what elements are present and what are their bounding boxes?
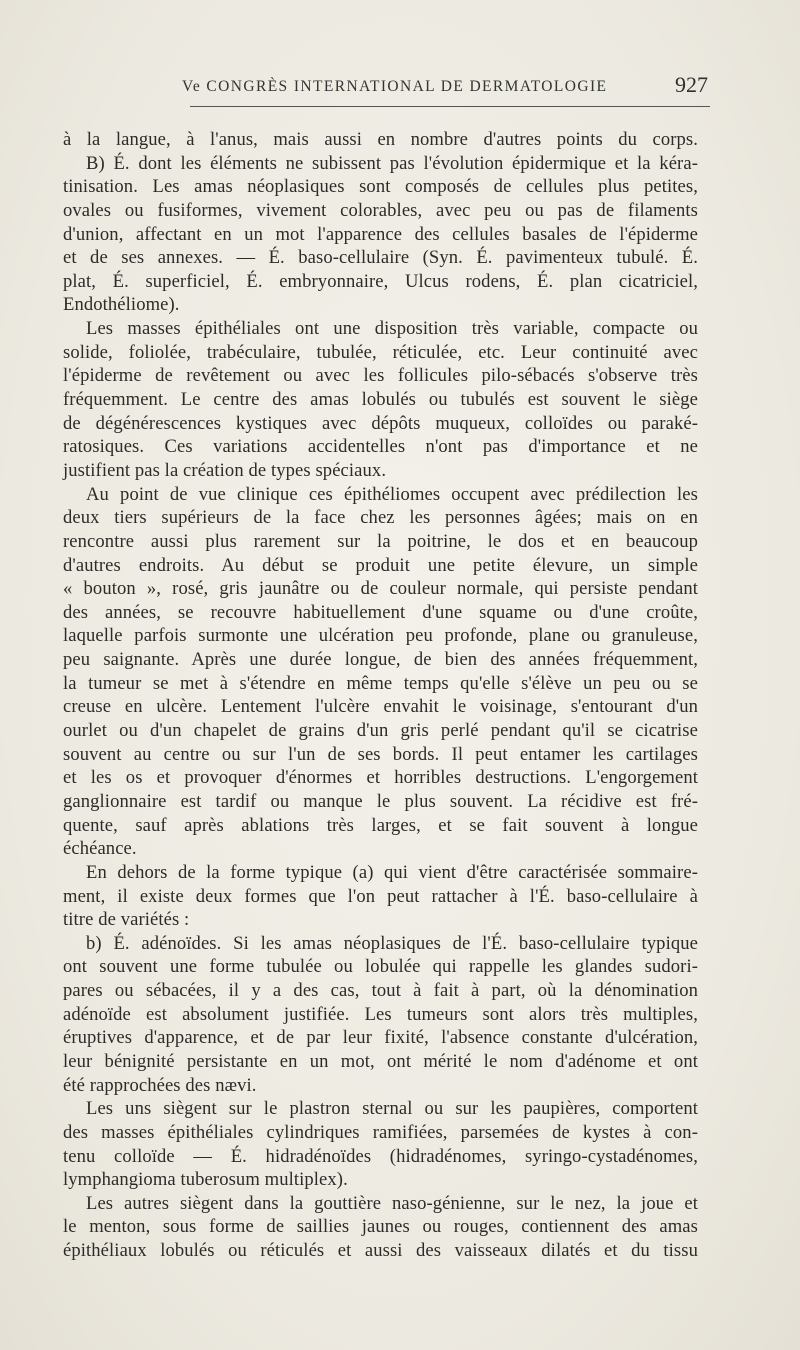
text-line: Les uns siègent sur le plastron sternal ou sur les paupières, comportent (86, 1098, 698, 1120)
text-line: ourlet ou d'un chapelet de grains d'un gris perlé pendant qu'il se cicatrise (63, 720, 698, 742)
text-line: d'autres endroits. Au début se produit une petite élevure, un simple (63, 554, 698, 576)
text-line: Au point de vue clinique ces épithéliomes occupent avec prédilection les (86, 483, 698, 505)
text-line: souvent au centre ou sur l'un de ses bords. Il peut entamer les cartilages (63, 743, 698, 765)
text-line: fréquemment. Le centre des amas lobulés ou tubulés est souvent le siège (63, 389, 698, 411)
page-number: 927 (675, 72, 708, 97)
text-line: pares ou sébacées, il y a des cas, tout à fait à part, où la dénomination (63, 980, 698, 1002)
text-line: échéance. (63, 838, 137, 860)
text-line: Les autres siègent dans la gouttière naso-génienne, sur le nez, la joue et (86, 1192, 698, 1214)
text-line: creuse en ulcère. Lentement l'ulcère envahit le voisinage, s'entourant d'un (63, 696, 698, 718)
text-line: Endothéliome). (63, 294, 180, 316)
text-line: le menton, sous forme de saillies jaunes ou rouges, contiennent des amas (63, 1216, 698, 1238)
text-line: et les os et provoquer d'énormes et horribles destructions. L'engorgement (63, 767, 698, 789)
text-line: justifient pas la création de types spéciaux. (63, 459, 387, 481)
text-line: épithéliaux lobulés ou réticulés et aussi des vaisseaux dilatés et du tissu (63, 1240, 698, 1262)
text-line: deux tiers supérieurs de la face chez les personnes âgées; mais on en (63, 507, 698, 529)
text-line: ratosiques. Ces variations accidentelles n'ont pas d'importance et ne (63, 436, 698, 458)
text-line: leur bénignité persistante en un mot, ont mérité le nom d'adénome et ont (63, 1050, 698, 1072)
text-line: ganglionnaire est tardif ou manque le plus souvent. La récidive est fré- (63, 790, 698, 812)
body-text (63, 128, 698, 1263)
text-line: rencontre aussi plus rarement sur la poitrine, le dos et en beaucoup (63, 530, 698, 552)
text-line: des masses épithéliales cylindriques ramifiées, parsemées de kystes à con- (63, 1121, 698, 1143)
text-line: tinisation. Les amas néoplasiques sont composés de cellules plus petites, (63, 176, 698, 198)
text-line: peu saignante. Après une durée longue, de bien des années fréquemment, (63, 649, 698, 671)
text-line: d'union, affectant en un mot l'apparence des cellules basales de l'épiderme (63, 223, 698, 245)
text-line: lymphangioma tuberosum multiplex). (63, 1169, 348, 1191)
text-line: quente, sauf après ablations très larges, et se fait souvent à longue (63, 814, 698, 836)
text-line: à la langue, à l'anus, mais aussi en nombre d'autres points du corps. (63, 129, 698, 150)
text-line: adénoïde est absolument justifiée. Les tumeurs sont alors très multiples, (63, 1003, 698, 1025)
text-line: laquelle parfois surmonte une ulcération peu profonde, plane ou granuleuse, (63, 625, 698, 647)
text-line: b) É. adénoïdes. Si les amas néoplasiques de l'É. baso-cellulaire typique (86, 932, 698, 954)
text-line: solide, foliolée, trabéculaire, tubulée, réticulée, etc. Leur continuité avec (63, 341, 698, 363)
text-line: Les masses épithéliales ont une disposition très variable, compacte ou (86, 318, 698, 340)
text-line: des années, se recouvre habituellement d'une squame ou d'une croûte, (63, 601, 698, 623)
text-line: l'épiderme de revêtement ou avec les follicules pilo-sébacés s'observe très (63, 365, 698, 387)
text-line: titre de variétés : (63, 909, 190, 931)
text-line: ovales ou fusiformes, vivement colorables, avec peu ou pas de filaments (63, 199, 698, 221)
text-line: ment, il existe deux formes que l'on peut rattacher à l'É. baso-cellulaire à (63, 885, 698, 907)
text-line: En dehors de la forme typique (a) qui vient d'être caractérisée sommaire- (86, 861, 698, 883)
text-line: plat, É. superficiel, É. embryonnaire, Ulcus rodens, É. plan cicatriciel, (63, 270, 698, 292)
running-head: Ve CONGRÈS INTERNATIONAL DE DERMATOLOGIE (182, 78, 608, 95)
header-rule (190, 106, 710, 107)
text-line: été rapprochées des nævi. (63, 1074, 257, 1096)
text-line: ont souvent une forme tubulée ou lobulée qui rappelle les glandes sudori- (63, 956, 698, 978)
text-line: tenu colloïde — É. hidradénoïdes (hidradénomes, syringo-cystadénomes, (63, 1145, 698, 1167)
text-line: la tumeur se met à s'étendre en même temps qu'elle s'élève un peu ou se (63, 672, 698, 694)
page-header (60, 72, 710, 102)
text-line: éruptives d'apparence, et de par leur fixité, l'absence constante d'ulcération, (63, 1027, 698, 1049)
text-line: de dégénérescences kystiques avec dépôts muqueux, colloïdes ou paraké- (63, 412, 698, 434)
text-line: « bouton », rosé, gris jaunâtre ou de couleur normale, qui persiste pendant (63, 578, 698, 600)
text-line: B) É. dont les éléments ne subissent pas l'évolution épidermique et la kéra- (86, 152, 698, 174)
text-line: et de ses annexes. — É. baso-cellulaire (Syn. É. pavimenteux tubulé. É. (63, 247, 698, 269)
